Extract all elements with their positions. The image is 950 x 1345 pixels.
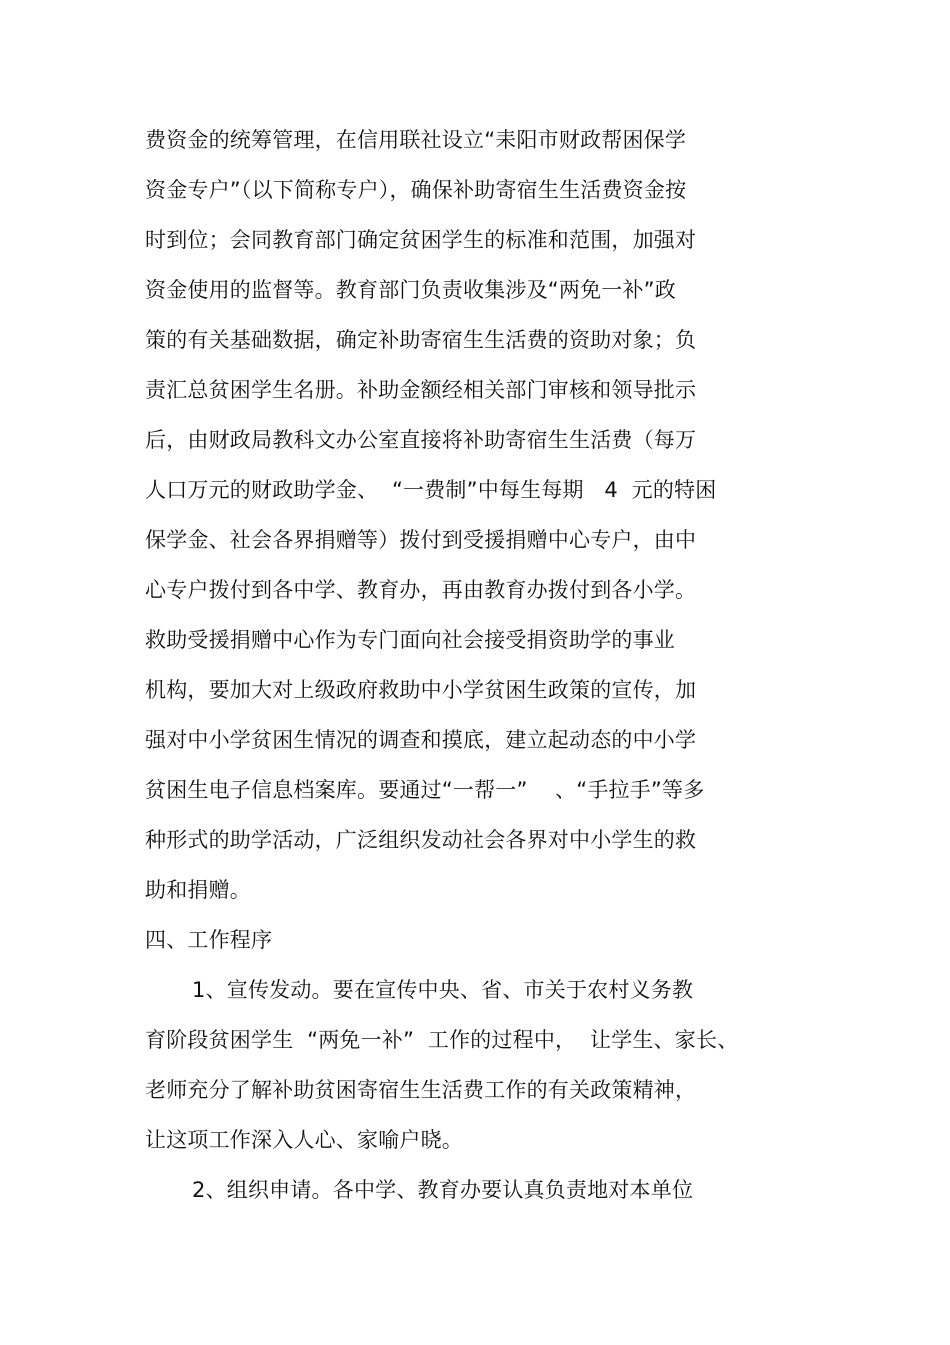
paragraph-line: 资金专户”（以下简称专户），确保补助寄宿生生活费资金按 xyxy=(145,178,687,202)
paragraph-line: 策的有关基础数据，确定补助寄宿生生活费的资助对象；负 xyxy=(145,328,697,352)
paragraph-line: 老师充分了解补助贫困寄宿生生活费工作的有关政策精神， xyxy=(145,1078,697,1102)
paragraph-line: 心专户拨付到各中学、教育办，再由教育办拨付到各小学。 xyxy=(145,578,697,602)
paragraph-line: 机构，要加大对上级政府救助中小学贫困生政策的宣传，加 xyxy=(145,678,697,702)
paragraph-line: 救助受援捐赠中心作为专门面向社会接受捐资助学的事业 xyxy=(145,628,675,652)
paragraph-line: 1、宣传发动。要在宣传中央、省、市关于农村义务教 xyxy=(192,978,694,1002)
paragraph-line: 贫困生电子信息档案库。要通过“一帮一” 、“手拉手”等多 xyxy=(145,778,705,802)
paragraph-line: 人口万元的财政助学金、 “一费制”中每生每期 4 元的特困 xyxy=(145,478,717,502)
paragraph-line: 2、组织申请。各中学、教育办要认真负责地对本单位 xyxy=(192,1178,694,1202)
paragraph-line: 资金使用的监督等。教育部门负责收集涉及“两免一补”政 xyxy=(145,278,676,302)
paragraph-line: 育阶段贫困学生 “两免一补” 工作的过程中， 让学生、家长、 xyxy=(145,1028,739,1052)
section-heading: 四、工作程序 xyxy=(145,928,273,952)
paragraph-line: 后，由财政局教科文办公室直接将补助寄宿生生活费（每万 xyxy=(145,428,697,452)
paragraph-line: 种形式的助学活动，广泛组织发动社会各界对中小学生的救 xyxy=(145,828,697,852)
paragraph-line: 让这项工作深入人心、家喻户晓。 xyxy=(145,1128,463,1152)
paragraph-line: 保学金、社会各界捐赠等）拨付到受援捐赠中心专户，由中 xyxy=(145,528,697,552)
paragraph-line: 费资金的统筹管理，在信用联社设立“耒阳市财政帮困保学 xyxy=(145,128,687,152)
paragraph-line: 责汇总贫困学生名册。补助金额经相关部门审核和领导批示 xyxy=(145,378,697,402)
paragraph-line: 强对中小学贫困生情况的调查和摸底，建立起动态的中小学 xyxy=(145,728,697,752)
paragraph-line: 助和捐赠。 xyxy=(145,878,251,902)
paragraph-line: 时到位；会同教育部门确定贫困学生的标准和范围，加强对 xyxy=(145,228,697,252)
